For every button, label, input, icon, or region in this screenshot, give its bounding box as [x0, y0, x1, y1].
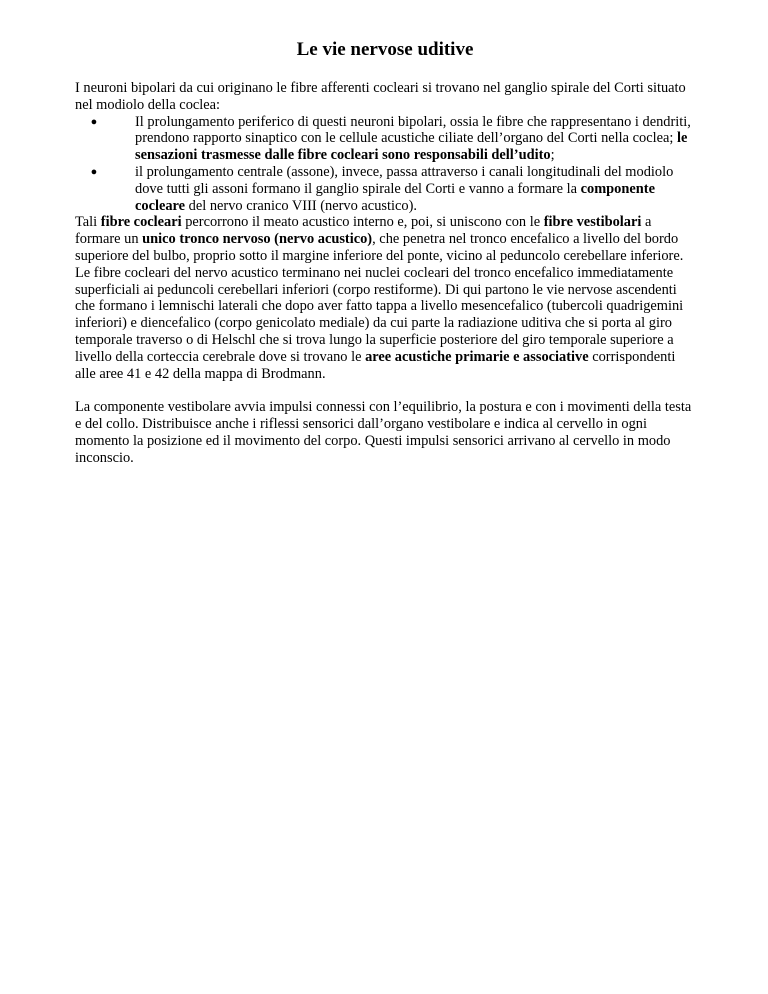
- paragraph-bold-text: unico tronco nervoso (nervo acustico): [142, 231, 373, 248]
- paragraph-bold-text: fibre vestibolari: [543, 214, 642, 231]
- list-item-text: del nervo cranico VIII (nervo acustico).: [185, 197, 417, 214]
- paragraph-text: a formare un: [75, 214, 652, 248]
- paragraph-text: Le fibre cocleari del nervo acustico terminano nei nuclei cocleari del tronco encefalico immediatamente superficiali ai peduncoli cerebellari inferiori (corpo restiforme). Di qui partono le vie nervose ascendenti che formano i lemnischi laterali che dopo aver fatto tappa a livello mesencefalico (tubercoli quadrigemini inferiori) e diencefalico (corpo genicolato mediale) da cui parte la radiazione uditiva che si porta al giro temporale traverso o di Helschl che si trova lungo la superficie posteriore del giro temporale superiore a livello della corteccia cerebrale dove si trovano le: [75, 264, 684, 365]
- paragraph-text: percorrono il meato acustico interno e, poi, si uniscono con le: [181, 214, 544, 231]
- list-item: [90, 163, 695, 214]
- bullet-icon: ●: [90, 115, 98, 128]
- paragraph-bold-text: fibre cocleari: [100, 214, 182, 231]
- list-item-text: il prolungamento centrale (assone), invece, passa attraverso i canali longitudinali del modiolo dove tutti gli assoni formano il ganglio spirale del Corti e vanno a formare la: [135, 163, 674, 197]
- paragraph-text: corrispondenti alle aree 41 e 42 della mappa di Brodmann.: [75, 348, 676, 382]
- bullet-icon: ●: [90, 165, 98, 178]
- list-item-text: Il prolungamento periferico di questi neuroni bipolari, ossia le fibre che rappresentano i dendriti, prendono rapporto sinaptico con le cellule acustiche ciliate dell’organo del Corti nella coclea;: [135, 113, 691, 147]
- list-item-bold-text: componente cocleare: [135, 180, 655, 214]
- list-item-bold-text: le sensazioni trasmesse dalle fibre cocleari sono responsabili dell’udito: [135, 130, 688, 164]
- bullet-list: [75, 114, 695, 215]
- list-item: [90, 113, 695, 164]
- page-title: Le vie nervose uditive: [296, 39, 474, 60]
- intro-paragraph: I neuroni bipolari da cui originano le fibre afferenti cocleari si trovano nel ganglio spirale del Corti situato nel modiolo della coclea:: [75, 80, 686, 113]
- paragraph-text: , che penetra nel tronco encefalico a livello del bordo superiore del bulbo, proprio sotto il margine inferiore del ponte, vicino al peduncolo cerebellare inferiore.: [75, 231, 684, 264]
- paragraph-spacer: [75, 382, 695, 399]
- list-item-text: ;: [550, 147, 555, 164]
- paragraph-fibre-cocleari: [75, 214, 695, 264]
- document-page: [75, 38, 695, 467]
- paragraph-componente-vestibolare: La componente vestibolare avvia impulsi connessi con l’equilibrio, la postura e con i movimenti della testa e del collo. Distribuisce anche i riflessi sensorici dall’organo vestibolare e indica al cervello in ogni momento la posizione ed il movimento del corpo. Questi impulsi sensorici arrivano al cervello in modo inconscio.: [75, 399, 692, 466]
- paragraph-bold-text: aree acustiche primarie e associative: [365, 348, 589, 365]
- paragraph-text: Tali: [75, 214, 101, 231]
- paragraph-vie-ascendenti: [75, 265, 695, 383]
